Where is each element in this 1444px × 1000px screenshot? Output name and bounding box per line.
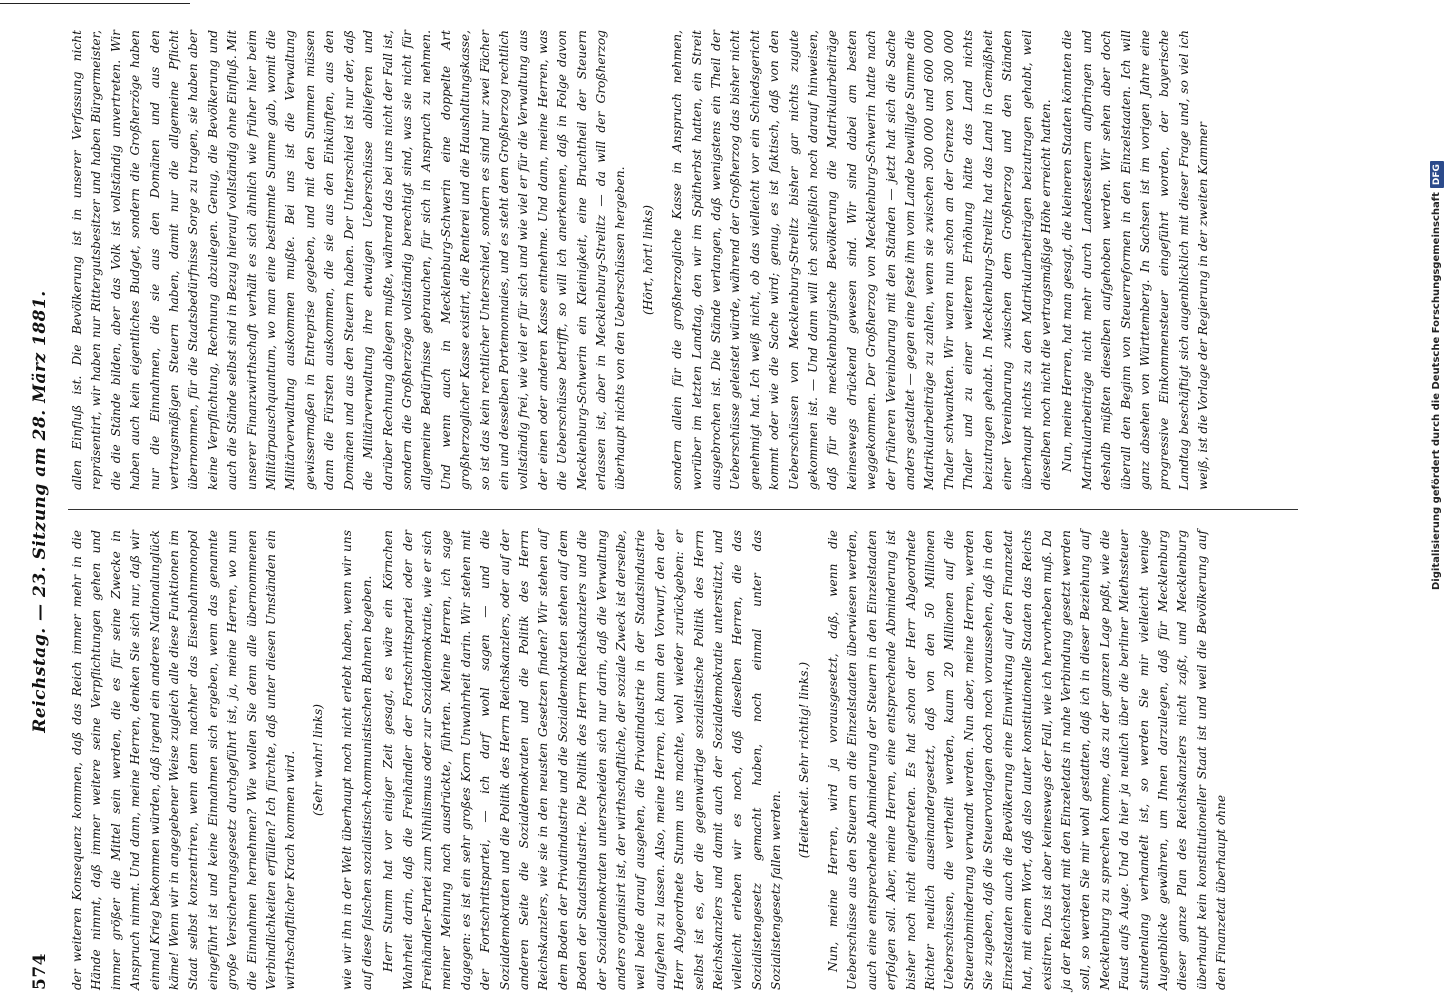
left-column [68,530,1308,990]
dfg-logo: DFG [1430,161,1444,188]
left-paragraph: Nun, meine Herren, wird ja vorausgesetzt, daß, wenn die Ueberschüsse aus den Steuern an die Einzelstaaten überwiesen werden, auch eine entsprechende Abminderung der Steuern in den Einzelstaaten erfolgen soll. Aber, meine Herren, eine entsprechende Abminderung ist bisher noch nicht eingetreten. Es hat schon der Herr Abgeordnete Richter neulich auseinandergesetzt, daß von den 50 Millionen Ueberschüssen, die vertheilt werden, kaum 20 Millionen auf die Steuerabminderung verwandt werden. Nun aber, meine Herren, werden Sie zugeben, daß die Steuervorlagen doch noch voraussehen, daß in den Einzelstaaten auch die Bevölkerung eine Einwirkung auf den Finanzetat hat, mit einem Wort, daß also lauter konstitutionelle Staaten das Reichs existiren. Das ist aber keineswegs der Fall, wie ich hervorheben muß. Da ja der Reichsetat mit den Einzeletats in nahe Verbindung gesetzt werden soll, so werden Sie mir wohl gestatten, daß ich in dieser Beziehung auf Mecklenburg zu sprechen komme, das zu der ganzen Lage paßt, wie die Faust aufs Auge. Und da hier ja neulich über die berliner Miethssteuer stundenlang verhandelt ist, so werden Sie mir vielleicht wenige Augenblicke gewähren, um Ihnen darzulegen, daß für Mecklenburg dieser ganze Plan des Reichskanzlers nicht zaßt, und Mecklenburg überhaupt kein konstitutioneller Staat ist und weil die Bevölkerung auf den Finanzetat überhaupt ohne [826,530,1229,990]
rotated-page-content [20,20,1320,1000]
digitization-credit [1418,30,1442,590]
interjection: (Sehr wahr! links) [310,703,325,817]
interjection: (Heiterkeit. Sehr richtig! links.) [796,661,811,859]
column-divider [68,509,1298,510]
credit-text: Digitalisierung gefördert durch die Deutsche Forschungsgemeinschaft [1431,192,1442,590]
right-column [68,30,1308,490]
right-paragraph: sondern allein für die großherzogliche Kasse in Anspruch nehmen, worüber im letzten Landtag, den wir im Spätherbst hatten, ein Streit ausgebrochen ist. Die Stände verlangen, daß wenigstens ein Theil der Ueberschüsse geleistet würde, während der Großherzog das bisher nicht genehmigt hat. Ich weiß nicht, ob das vielleicht vor ein Schiedsgericht kommt oder wie die Sache wird; genug, es ist faktisch, daß von den Ueberschüssen von Mecklenburg-Strelitz bisher gar nichts zugute gekommen ist. — Und dann will ich schließlich noch darauf hinweisen, daß für die mecklenburgische Bevölkerung die Matrikularbeiträge keineswegs drückend gewesen sind. Wir sind dabei am besten weggekommen. Der Großherzog von Mecklenburg-Schwerin hatte nach der früheren Vereinbarung mit den Ständen — jetzt hat sich die Sache anders gestaltet — gegen eine feste ihm vom Lande bewilligte Summe die Matrikularbeiträge zu zahlen, wenn sie zwischen 300 000 und 600 000 Thaler schwankten. Wir waren nun schon an der Grenze von 300 000 Thaler und zu einer weiteren Erhöhung hätte das Land nichts beizutragen gehabt. In Mecklenburg-Strelitz hat das Land in Gemäßheit einer Vereinbarung zwischen dem Großherzog und den Ständen überhaupt nichts zu den Matrikularbeiträgen beizutragen gehabt, weil dieselben noch nicht die vertragsmäßige Höhe erreicht hatten. [670,30,1053,490]
page-header [20,30,60,990]
page-number: 574 [30,953,50,990]
right-paragraph: Nun, meine Herren, hat man gesagt, die kleineren Staaten könnten die Matrikularbeiträge nicht mehr durch Landessteuern aufbringen und deshalb müßten dieselben aufgehoben werden. Wir sehen aber doch überall den Beginn von Steuerreformen in den Einzelstaaten. Ich will ganz absehen von Württemberg. In Sachsen ist im vorigen Jahre eine progressive Einkommensteuer eingeführt worden, der bayerische Landtag beschäftigt sich augenblicklich mit dieser Frage und, so viel ich weiß, ist die Vorlage der Regierung in der zweiten Kammer [1060,30,1211,490]
interjection: (Hört, hört! links) [640,205,655,315]
left-paragraph: wie wir ihn in der Welt überhaupt noch nicht erlebt haben, wenn wir uns auf diese falschen sozialistisch-kommunistischen Bahnen begeben. [340,530,374,990]
page-header-title: Reichstag. — 23. Sitzung am 28. März 1881. [30,290,50,733]
right-paragraph: allen Einfluß ist. Die Bevölkerung ist in unserer Verfassung nicht repräsentirt, wir haben nur Rittergutsbesitzer und haben Bürgermeister, die die Stände bilden, aber das Volk ist vollständig unvertreten. Wir haben auch kein eigentliches Budget, sondern die Großherzöge haben nur die Einnahmen, die sie aus den Domänen und aus den vertragsmäßigen Steuern haben, damit nur die allgemeine Pflicht übernommen, für die Staatsbedürfnisse Sorge zu tragen, sie haben aber keine Verpflichtung, Rechnung abzulegen. Genug, die Bevölkerung und auch die Stände selbst sind in Bezug hierauf vollständig ohne Einfluß. Mit unserer Finanzwirthschaft verhält es sich ähnlich wie früher hier beim Militärpauschquantum, wo man eine bestimmte Summe gab, womit die Militärverwaltung auskommen mußte. Bei uns ist die Verwaltung gewissermaßen in Entreprise gegeben, und mit den Summen müssen dann die Fürsten auskommen, die sie aus den Einkünften, aus den Domänen und aus den Steuern haben. Der Unterschied ist nur der, daß die Militärverwaltung ihre etwaigen Ueberschüsse ablieferen und darüber Rechnung ablegen mußte, während das bei uns nicht der Fall ist, sondern die Großherzöge vollständig berechtigt sind, was sie nicht für allgemeine Bedürfnisse gebrauchen, für sich in Anspruch zu nehmen. Und wenn auch in Mecklenburg-Schwerin eine doppelte Art großherzoglicher Kasse existirt, die Renterei und die Haushaltungskasse, so ist das kein rechtlicher Unterschied, sondern es sind nur zwei Fächer ein und desselben Portemonnaies, und es steht dem Großherzog rechtlich vollständig frei, wie viel er für sich und wie viel er für die Verwaltung aus der einen oder anderen Kasse entnehme. Und dann, meine Herren, was die Ueberschüsse betrifft, so will ich anerkennen, daß in Folge davon Mecklenburg-Schwerin ein Kleinigkeit, eine Bruchtheil der Steuern erlassen ist, aber in Mecklenburg-Strelitz — da will der Großherzog überhaupt nichts von den Ueberschüssen hergeben. [70,30,628,490]
left-paragraph: Herr Stumm hat vor einiger Zeit gesagt, es wäre ein Körnchen Wahrheit darin, daß die Freihändler der Fortschrittspartei oder der Freihändler-Partei zum Nihilismus oder zur Sozialdemokratie, wie er sich meiner Meinung nach ausdrückte, führten. Meine Herren, ich sage dagegen: es ist ein sehr großes Korn Unwahrheit darin. Wir stehen mit der Fortschrittspartei, — ich darf wohl sagen — und die Sozialdemokraten und die Politik des Herrn Reichskanzlers, oder auf der anderen Seite die Sozialdemokraten und die Politik des Herrn Reichskanzlers, wie sie in den neusten Gesetzen finden? Wir stehen auf dem Boden der Privatindustrie und die Sozialdemokraten stehen auf dem Boden der Staatsindustrie. Die Politik des Herrn Reichskanzlers und die der Sozialdemokraten unterscheiden sich nur darin, daß die Verwaltung anders organisirt ist, der wirthschaftliche, der soziale Zweck ist derselbe, weil beide darauf ausgehen, die Privatindustrie in der Staatsindustrie aufgehen zu lassen. Also, meine Herren, ich kann den Vorwurf, den der Herr Abgeordnete Stumm uns machte, wohl wieder zurückgeben: er selbst ist es, der die gegenwärtige sozialistische Politik des Herrn Reichskanzlers und damit auch der Sozialdemokratie unterstützt, und vielleicht erleben wir es noch, daß dieselben Herren, die das Sozialistengesetz gemacht haben, noch einmal unter das Sozialistengesetz fallen werden. [381,530,784,990]
left-paragraph: der weiteren Konsequenz kommen, daß das Reich immer mehr in die Hände nimmt, daß immer weitere seine Verpflichtungen gehen und immer größer die Mittel sein werden, die es für seine Zwecke in Anspruch nimmt. Und dann, meine Herren, denken Sie sich nur, daß wir einmal Krieg bekommen würden, daß irgend ein anderes Nationalunglück käme! Wenn wir in angegebener Weise zugleich alle diese Funktionen im Staat selbst konzentriren, wenn denn nachher das Eisenbahnmonopol eingeführt ist und keine Einnahmen sich ergeben, wenn das genannte große Versicherungsgesetz durchgeführt ist, ja, meine Herren, wo nun die Einnahmen hernehmen? Wie wollen Sie denn alle übernommenen Verbindlichkeiten erfüllen? Ich fürchte, daß unter diesen Umständen ein wirthschaftlicher Krach kommen wird. [70,530,298,990]
digitization-credit-text [1430,30,1444,590]
